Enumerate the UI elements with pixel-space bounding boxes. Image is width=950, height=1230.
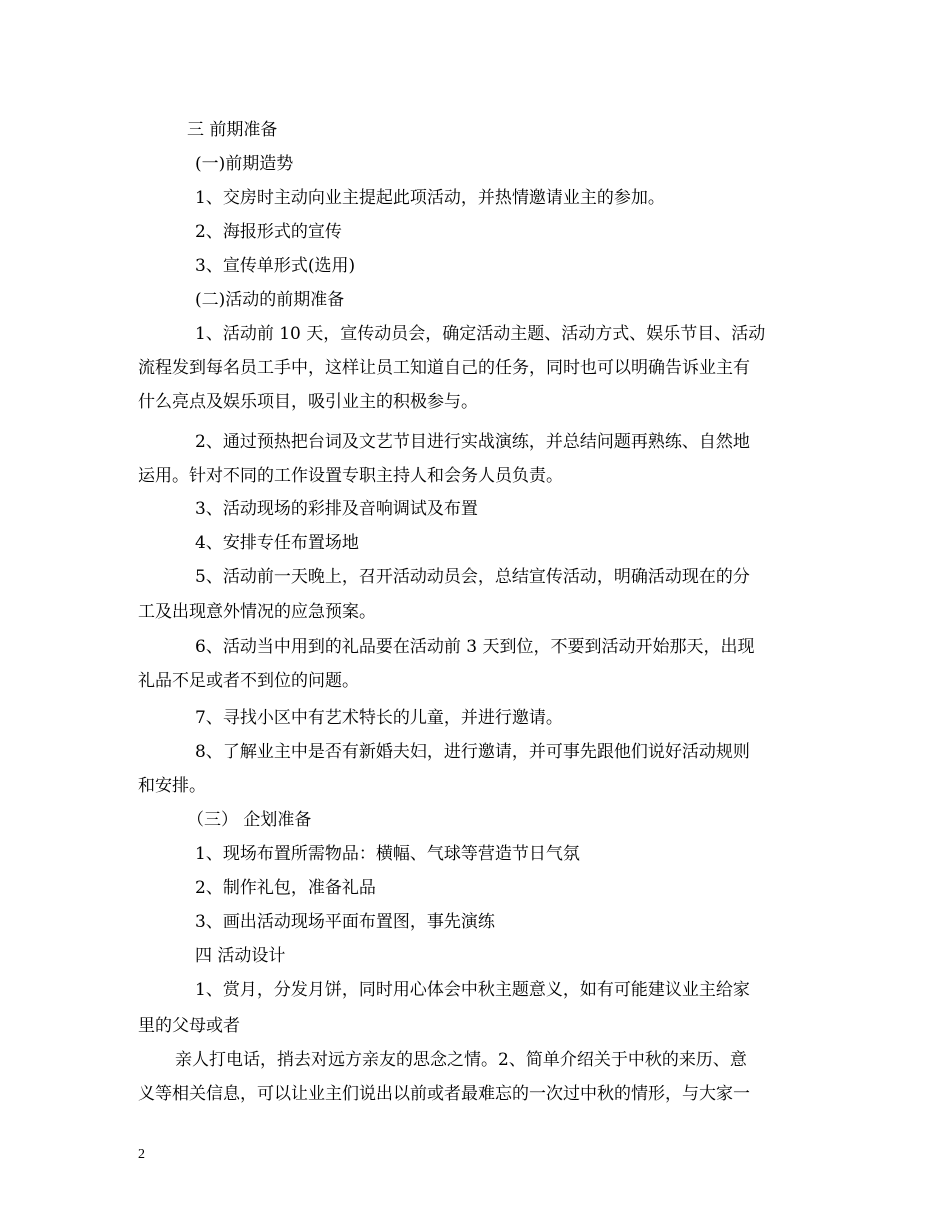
section-heading-activity-design: 四 活动设计 <box>195 946 286 966</box>
paragraph-line: 3、活动现场的彩排及音响调试及布置 <box>195 499 478 519</box>
paragraph-line: 里的父母或者 <box>138 1016 240 1036</box>
paragraph-line: 6、活动当中用到的礼品要在活动前 3 天到位，不要到活动开始那天，出现 <box>195 637 755 657</box>
paragraph-line: 3、宣传单形式(选用) <box>195 256 356 276</box>
section-heading-preparation: 三 前期准备 <box>187 120 278 140</box>
paragraph-line: 2、海报形式的宣传 <box>195 222 342 242</box>
paragraph-line: 1、现场布置所需物品：横幅、气球等营造节日气氛 <box>195 844 580 864</box>
paragraph-line: 什么亮点及娱乐项目，吸引业主的积极参与。 <box>138 392 478 412</box>
paragraph-line: 1、交房时主动向业主提起此项活动，并热情邀请业主的参加。 <box>195 188 665 208</box>
paragraph-line: 1、活动前 10 天，宣传动员会，确定活动主题、活动方式、娱乐节目、活动 <box>195 324 766 344</box>
paragraph-line: 义等相关信息，可以让业主们说出以前或者最难忘的一次过中秋的情形，与大家一 <box>138 1084 750 1104</box>
paragraph-line: 礼品不足或者不到位的问题。 <box>138 671 359 691</box>
paragraph-line: 7、寻找小区中有艺术特长的儿童，并进行邀请。 <box>195 708 563 728</box>
paragraph-line: 流程发到每名员工手中，这样让员工知道自己的任务，同时也可以明确告诉业主有 <box>138 358 750 378</box>
paragraph-line: 3、画出活动现场平面布置图，事先演练 <box>195 912 495 932</box>
paragraph-line: 和安排。 <box>138 776 206 796</box>
paragraph-line: 2、制作礼包，准备礼品 <box>195 878 376 898</box>
paragraph-line: 5、活动前一天晚上，召开活动动员会，总结宣传活动，明确活动现在的分 <box>195 567 750 587</box>
subheading-planning: （三） 企划准备 <box>187 810 312 830</box>
paragraph-line: 运用。针对不同的工作设置专职主持人和会务人员负责。 <box>138 466 563 486</box>
paragraph-line: 工及出现意外情况的应急预案。 <box>138 602 376 622</box>
paragraph-line: 8、了解业主中是否有新婚夫妇，进行邀请，并可事先跟他们说好活动规则 <box>195 742 750 762</box>
paragraph-line: 1、赏月，分发月饼，同时用心体会中秋主题意义，如有可能建议业主给家 <box>195 980 750 1000</box>
paragraph-line: 2、通过预热把台词及文艺节目进行实战演练，并总结问题再熟练、自然地 <box>195 432 750 452</box>
paragraph-line: 4、安排专任布置场地 <box>195 533 359 553</box>
subheading-pre-event: (二)活动的前期准备 <box>195 290 345 310</box>
subheading-promotion: (一)前期造势 <box>195 154 294 174</box>
paragraph-line: 亲人打电话，捎去对远方亲友的思念之情。2、简单介绍关于中秋的来历、意 <box>175 1050 747 1070</box>
page-number: 2 <box>138 1147 145 1162</box>
